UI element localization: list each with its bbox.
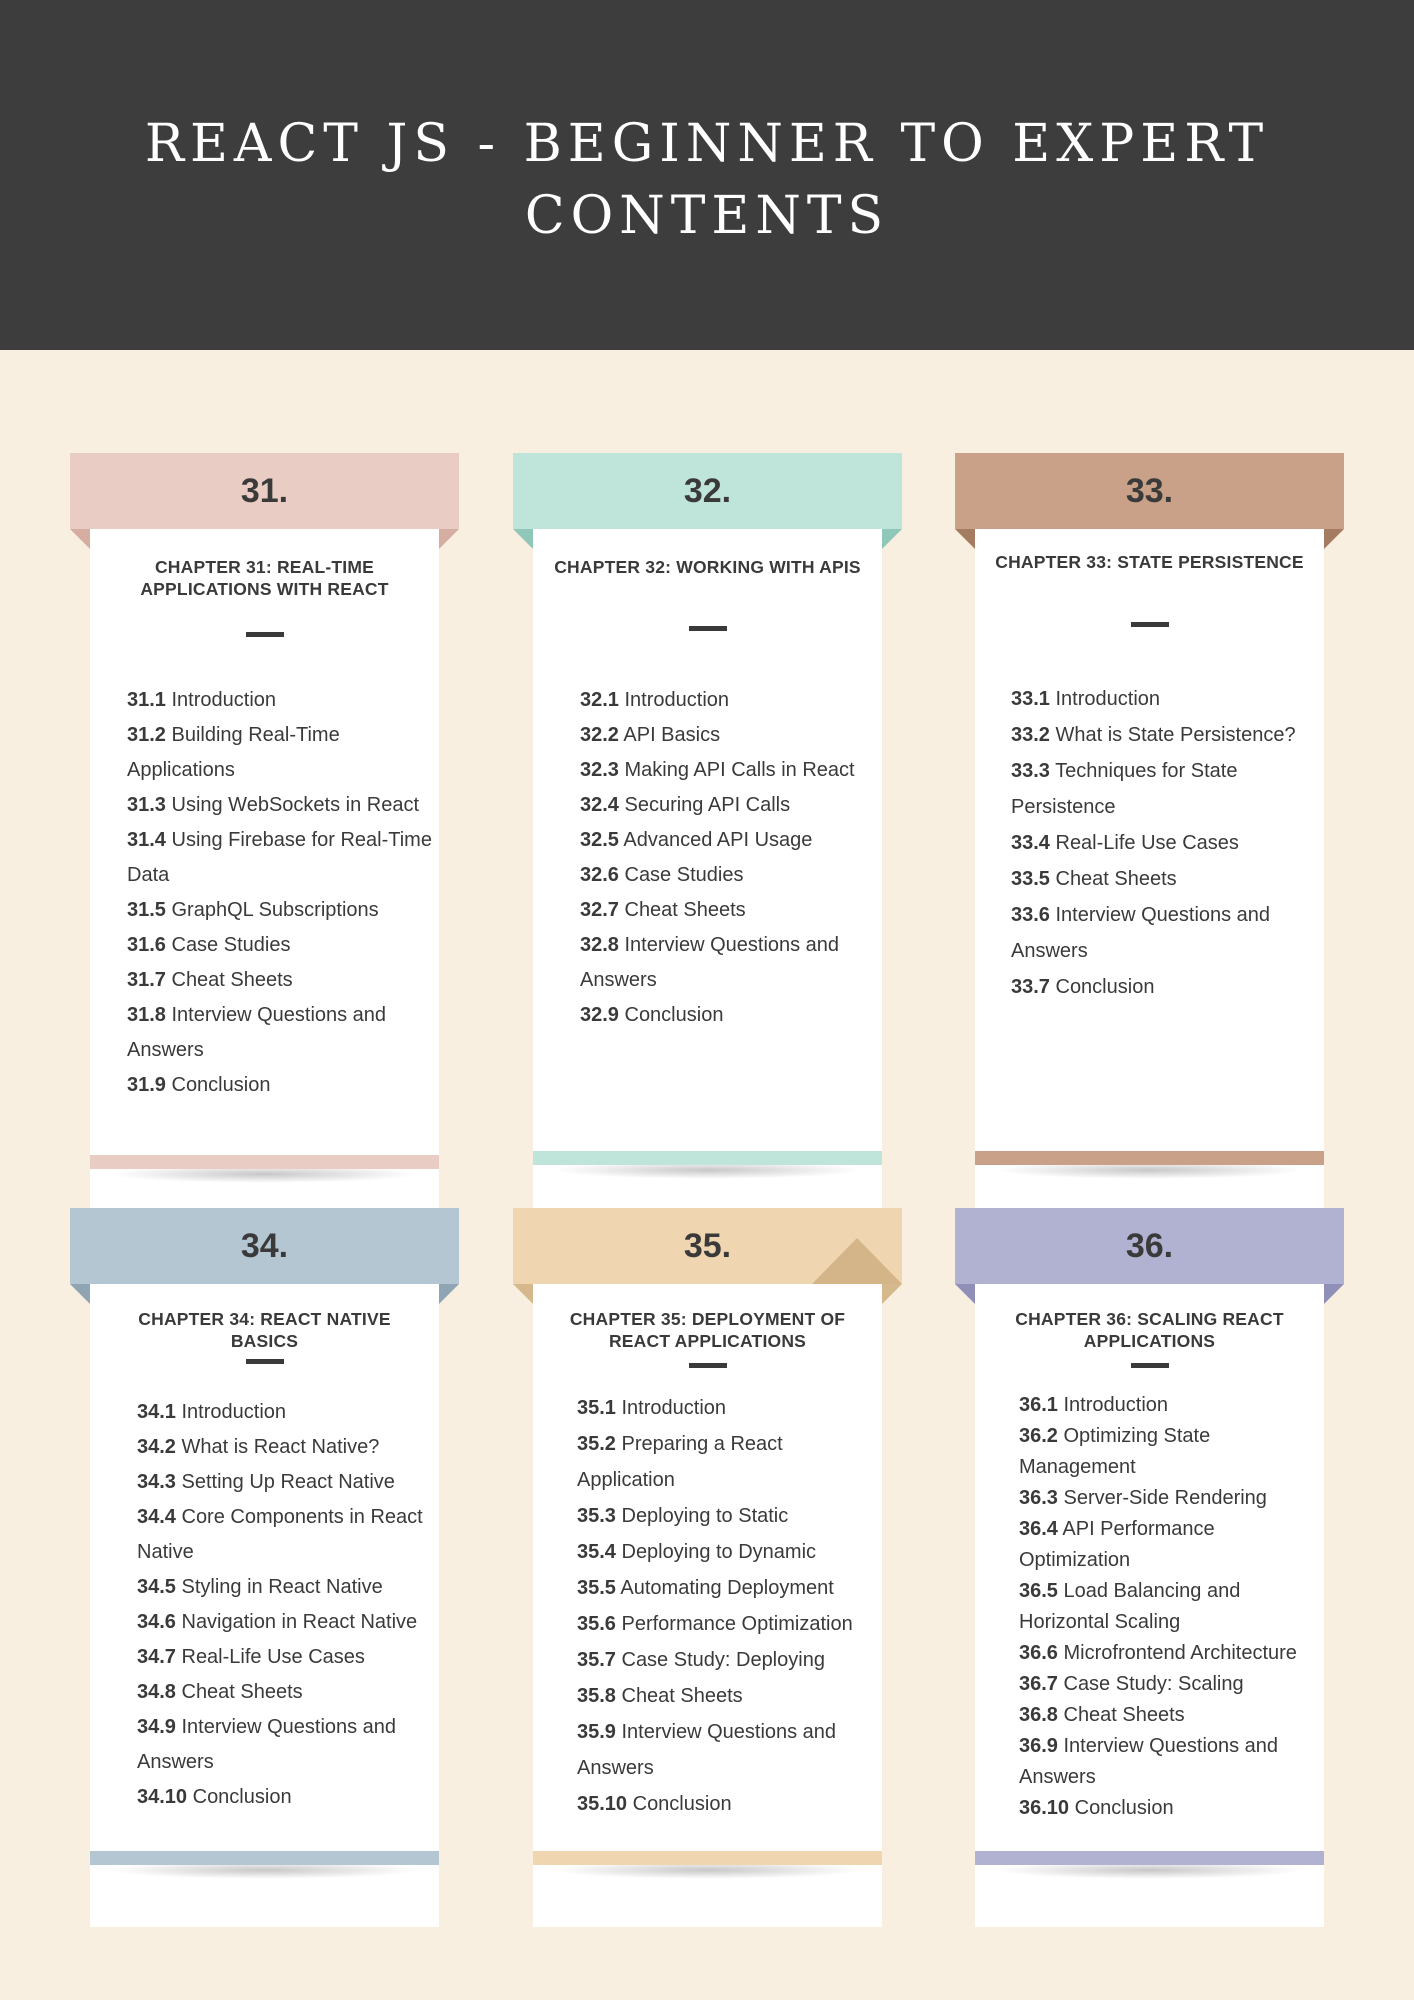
ribbon-fold-left xyxy=(513,529,533,549)
chapter-bottom-bar xyxy=(975,1151,1324,1165)
chapter-number: 36. xyxy=(1125,1227,1174,1265)
chapter-bottom-bar xyxy=(533,1851,882,1865)
chapter-title: CHAPTER 32: WORKING WITH APIS xyxy=(554,557,861,577)
section-title: Interview Questions and Answers xyxy=(137,1716,397,1773)
section-item[interactable] xyxy=(1011,825,1316,861)
section-number: 35.8 xyxy=(577,1685,616,1707)
chapter-card-36 xyxy=(955,1208,1344,1891)
section-title: Cheat Sheets xyxy=(1049,868,1177,890)
section-item[interactable] xyxy=(1019,1793,1319,1824)
section-number: 33.5 xyxy=(1011,868,1050,890)
chapter-bottom-bar xyxy=(533,1151,882,1165)
section-title: Deploying to Dynamic xyxy=(615,1541,817,1563)
ribbon-fold-right xyxy=(1324,1284,1344,1304)
chapter-number: 34. xyxy=(240,1227,289,1265)
section-item[interactable] xyxy=(137,1500,442,1570)
section-number: 34.2 xyxy=(137,1436,176,1458)
section-number: 31.5 xyxy=(127,899,166,921)
section-title: Cheat Sheets xyxy=(175,1681,303,1703)
section-number: 36.5 xyxy=(1019,1580,1058,1602)
ribbon-fold-right xyxy=(439,529,459,549)
section-item[interactable] xyxy=(577,1426,882,1498)
decorative-triangle xyxy=(812,1238,902,1284)
title-divider xyxy=(1131,622,1169,627)
section-title: Conclusion xyxy=(627,1793,732,1815)
section-title: Using WebSockets in React xyxy=(165,794,420,816)
section-item[interactable] xyxy=(577,1534,882,1570)
section-item[interactable] xyxy=(127,788,447,823)
section-number: 35.6 xyxy=(577,1613,616,1635)
section-number: 34.4 xyxy=(137,1506,176,1528)
section-number: 33.4 xyxy=(1011,832,1050,854)
chapter-title: CHAPTER 33: STATE PERSISTENCE xyxy=(995,552,1304,572)
section-item[interactable] xyxy=(580,823,880,858)
section-item[interactable] xyxy=(577,1390,882,1426)
section-title: Conclusion xyxy=(187,1786,292,1808)
section-item[interactable] xyxy=(580,928,880,998)
section-title: Introduction xyxy=(1057,1394,1169,1416)
chapter-card-35 xyxy=(513,1208,902,1891)
section-number: 36.2 xyxy=(1019,1425,1058,1447)
section-title: Styling in React Native xyxy=(175,1576,383,1598)
section-number: 35.7 xyxy=(577,1649,616,1671)
section-title: Using Firebase for Real-Time Data xyxy=(127,829,432,886)
section-number: 31.6 xyxy=(127,934,166,956)
ribbon-fold-left xyxy=(70,1284,90,1304)
section-item[interactable] xyxy=(1019,1731,1319,1793)
section-title: Setting Up React Native xyxy=(175,1471,395,1493)
section-title: Interview Questions and Answers xyxy=(1019,1735,1279,1788)
section-item[interactable] xyxy=(127,893,447,928)
chapter-card-34 xyxy=(70,1208,459,1891)
section-item[interactable] xyxy=(1011,861,1316,897)
section-title: Introduction xyxy=(1049,688,1161,710)
ribbon-fold-left xyxy=(955,1284,975,1304)
section-number: 35.5 xyxy=(577,1577,616,1599)
section-item[interactable] xyxy=(580,858,880,893)
section-number: 31.4 xyxy=(127,829,166,851)
section-number: 36.8 xyxy=(1019,1704,1058,1726)
section-item[interactable] xyxy=(137,1395,442,1430)
section-number: 36.9 xyxy=(1019,1735,1058,1757)
title-divider xyxy=(246,1359,284,1364)
section-number: 33.3 xyxy=(1011,760,1050,782)
section-title: Making API Calls in React xyxy=(618,759,855,781)
section-number: 32.9 xyxy=(580,1004,619,1026)
chapter-number-tab xyxy=(70,1208,459,1284)
section-list xyxy=(580,683,880,1033)
section-item[interactable] xyxy=(127,823,447,893)
title-divider xyxy=(1131,1363,1169,1368)
page-title-line1: REACT JS - BEGINNER TO EXPERT xyxy=(144,114,1270,174)
section-title: Interview Questions and Answers xyxy=(580,934,840,991)
section-number: 36.4 xyxy=(1019,1518,1058,1540)
chapter-title: CHAPTER 35: DEPLOYMENT OF REACT APPLICATIONS xyxy=(569,1309,846,1351)
section-title: Microfrontend Architecture xyxy=(1057,1642,1297,1664)
section-title: Introduction xyxy=(165,689,277,711)
ribbon-fold-left xyxy=(955,529,975,549)
chapter-number: 35. xyxy=(683,1227,732,1265)
section-list xyxy=(577,1390,882,1822)
section-title: Securing API Calls xyxy=(618,794,791,816)
section-number: 33.2 xyxy=(1011,724,1050,746)
section-item[interactable] xyxy=(1019,1638,1319,1669)
section-item[interactable] xyxy=(580,788,880,823)
section-title: Preparing a React Application xyxy=(577,1433,783,1491)
section-title: Introduction xyxy=(175,1401,287,1423)
section-title: What is React Native? xyxy=(175,1436,380,1458)
section-title: GraphQL Subscriptions xyxy=(165,899,379,921)
section-item[interactable] xyxy=(580,998,880,1033)
section-number: 33.7 xyxy=(1011,976,1050,998)
chapter-number: 33. xyxy=(1125,472,1174,510)
section-item[interactable] xyxy=(1019,1700,1319,1731)
section-title: Real-Life Use Cases xyxy=(175,1646,365,1668)
section-item[interactable] xyxy=(137,1465,442,1500)
section-title: Introduction xyxy=(615,1397,727,1419)
section-number: 32.4 xyxy=(580,794,619,816)
section-title: Interview Questions and Answers xyxy=(577,1721,837,1779)
chapter-bottom-bar xyxy=(90,1851,439,1865)
chapter-card-32 xyxy=(513,453,902,1191)
section-number: 34.6 xyxy=(137,1611,176,1633)
section-title: Cheat Sheets xyxy=(165,969,293,991)
chapter-number: 32. xyxy=(683,472,732,510)
section-title: What is State Persistence? xyxy=(1049,724,1296,746)
section-number: 31.9 xyxy=(127,1074,166,1096)
section-title: Optimizing State Management xyxy=(1019,1425,1211,1478)
ribbon-fold-left xyxy=(513,1284,533,1304)
section-item[interactable] xyxy=(1011,681,1316,717)
section-item[interactable] xyxy=(137,1430,442,1465)
section-number: 35.10 xyxy=(577,1793,628,1815)
chapter-title: CHAPTER 36: SCALING REACT APPLICATIONS xyxy=(1015,1309,1284,1351)
section-item[interactable] xyxy=(127,998,447,1068)
ribbon-fold-right xyxy=(439,1284,459,1304)
section-number: 35.4 xyxy=(577,1541,616,1563)
section-number: 32.5 xyxy=(580,829,619,851)
section-item[interactable] xyxy=(1011,897,1316,969)
chapter-bottom-bar xyxy=(90,1155,439,1169)
section-number: 34.7 xyxy=(137,1646,176,1668)
chapter-card-31 xyxy=(70,453,459,1195)
section-number: 31.2 xyxy=(127,724,166,746)
section-number: 34.3 xyxy=(137,1471,176,1493)
section-title: Advanced API Usage xyxy=(618,829,813,851)
chapter-number-tab xyxy=(955,1208,1344,1284)
section-number: 36.3 xyxy=(1019,1487,1058,1509)
page-title xyxy=(0,108,1414,252)
section-title: Automating Deployment xyxy=(615,1577,834,1599)
section-item[interactable] xyxy=(580,683,880,718)
section-item[interactable] xyxy=(577,1678,882,1714)
section-item[interactable] xyxy=(137,1710,442,1780)
section-item[interactable] xyxy=(127,928,447,963)
section-title: Interview Questions and Answers xyxy=(1011,904,1271,962)
section-item[interactable] xyxy=(1011,717,1316,753)
section-item[interactable] xyxy=(137,1605,442,1640)
section-item[interactable] xyxy=(127,683,447,718)
section-title: Navigation in React Native xyxy=(175,1611,418,1633)
section-item[interactable] xyxy=(577,1606,882,1642)
section-title: Server-Side Rendering xyxy=(1057,1487,1267,1509)
section-number: 35.1 xyxy=(577,1397,616,1419)
section-title: Techniques for State Persistence xyxy=(1011,760,1238,818)
section-number: 36.1 xyxy=(1019,1394,1058,1416)
section-title: Deploying to Static xyxy=(615,1505,789,1527)
chapter-number-tab xyxy=(955,453,1344,529)
section-title: Case Studies xyxy=(618,864,744,886)
section-number: 31.8 xyxy=(127,1004,166,1026)
chapter-title: CHAPTER 34: REACT NATIVE BASICS xyxy=(138,1309,391,1351)
chapter-card-33 xyxy=(955,453,1344,1191)
section-list xyxy=(127,683,447,1103)
section-list xyxy=(1019,1390,1319,1824)
section-title: Conclusion xyxy=(1069,1797,1174,1819)
ribbon-fold-right xyxy=(1324,529,1344,549)
section-item[interactable] xyxy=(137,1640,442,1675)
section-title: Load Balancing and Horizontal Scaling xyxy=(1019,1580,1241,1633)
section-title: API Performance Optimization xyxy=(1019,1518,1215,1571)
chapter-number-tab xyxy=(513,453,902,529)
section-item[interactable] xyxy=(1011,753,1316,825)
section-title: Case Study: Scaling xyxy=(1057,1673,1244,1695)
title-divider xyxy=(246,632,284,637)
section-number: 36.6 xyxy=(1019,1642,1058,1664)
section-item[interactable] xyxy=(127,1068,447,1103)
section-number: 32.8 xyxy=(580,934,619,956)
section-number: 32.6 xyxy=(580,864,619,886)
section-title: Cheat Sheets xyxy=(615,1685,743,1707)
section-number: 32.7 xyxy=(580,899,619,921)
section-number: 36.7 xyxy=(1019,1673,1058,1695)
section-title: Cheat Sheets xyxy=(618,899,746,921)
section-title: Conclusion xyxy=(1049,976,1155,998)
section-number: 34.5 xyxy=(137,1576,176,1598)
section-item[interactable] xyxy=(137,1780,442,1815)
header-banner xyxy=(0,0,1414,350)
section-title: Cheat Sheets xyxy=(1057,1704,1185,1726)
section-list xyxy=(1011,681,1316,1005)
section-item[interactable] xyxy=(1019,1421,1319,1483)
chapter-number: 31. xyxy=(240,472,289,510)
section-number: 33.1 xyxy=(1011,688,1050,710)
section-item[interactable] xyxy=(577,1642,882,1678)
section-item[interactable] xyxy=(127,963,447,998)
page-title-line2: CONTENTS xyxy=(524,186,890,246)
section-number: 34.9 xyxy=(137,1716,176,1738)
section-number: 33.6 xyxy=(1011,904,1050,926)
section-number: 31.3 xyxy=(127,794,166,816)
chapter-bottom-bar xyxy=(975,1851,1324,1865)
section-number: 35.2 xyxy=(577,1433,616,1455)
section-item[interactable] xyxy=(1011,969,1316,1005)
section-title: Interview Questions and Answers xyxy=(127,1004,387,1061)
section-title: Building Real-Time Applications xyxy=(127,724,340,781)
chapter-number-tab xyxy=(513,1208,902,1284)
section-number: 34.10 xyxy=(137,1786,188,1808)
section-title: Performance Optimization xyxy=(615,1613,853,1635)
section-item[interactable] xyxy=(137,1570,442,1605)
chapter-title: CHAPTER 31: REAL-TIME APPLICATIONS WITH REACT xyxy=(140,557,389,599)
section-item[interactable] xyxy=(1019,1483,1319,1514)
section-title: Core Components in React Native xyxy=(137,1506,423,1563)
ribbon-fold-right xyxy=(882,1284,902,1304)
section-item[interactable] xyxy=(127,718,447,788)
title-divider xyxy=(689,626,727,631)
section-item[interactable] xyxy=(577,1498,882,1534)
chapter-number-tab xyxy=(70,453,459,529)
section-title: Case Study: Deploying xyxy=(615,1649,825,1671)
section-number: 34.8 xyxy=(137,1681,176,1703)
ribbon-fold-right xyxy=(882,529,902,549)
section-title: API Basics xyxy=(618,724,721,746)
ribbon-fold-left xyxy=(70,529,90,549)
section-number: 32.3 xyxy=(580,759,619,781)
section-list xyxy=(137,1395,442,1815)
section-title: Real-Life Use Cases xyxy=(1049,832,1239,854)
section-number: 34.1 xyxy=(137,1401,176,1423)
section-item[interactable] xyxy=(1019,1514,1319,1576)
section-number: 32.2 xyxy=(580,724,619,746)
section-number: 35.9 xyxy=(577,1721,616,1743)
section-item[interactable] xyxy=(137,1675,442,1710)
section-title: Conclusion xyxy=(618,1004,724,1026)
section-number: 32.1 xyxy=(580,689,619,711)
title-divider xyxy=(689,1363,727,1368)
section-item[interactable] xyxy=(1019,1390,1319,1421)
section-item[interactable] xyxy=(580,718,880,753)
section-number: 36.10 xyxy=(1019,1797,1070,1819)
section-item[interactable] xyxy=(577,1570,882,1606)
section-item[interactable] xyxy=(1019,1669,1319,1700)
section-number: 35.3 xyxy=(577,1505,616,1527)
section-item[interactable] xyxy=(580,893,880,928)
section-number: 31.1 xyxy=(127,689,166,711)
section-title: Conclusion xyxy=(165,1074,271,1096)
section-title: Introduction xyxy=(618,689,730,711)
section-title: Case Studies xyxy=(165,934,291,956)
section-item[interactable] xyxy=(580,753,880,788)
section-item[interactable] xyxy=(577,1714,882,1786)
section-item[interactable] xyxy=(577,1786,882,1822)
section-item[interactable] xyxy=(1019,1576,1319,1638)
section-number: 31.7 xyxy=(127,969,166,991)
